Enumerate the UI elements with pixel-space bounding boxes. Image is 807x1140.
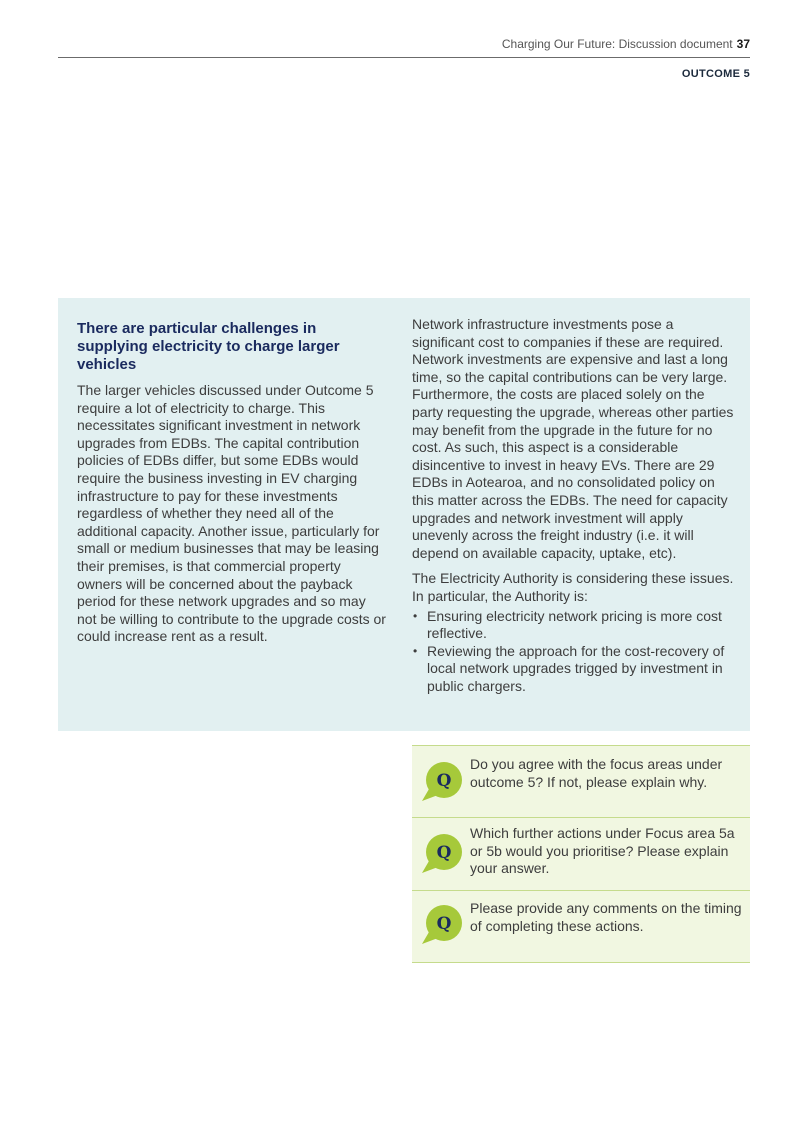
authority-bullet-list <box>412 608 737 696</box>
question-list <box>412 745 750 963</box>
question-text: Do you agree with the focus areas under outcome 5? If not, please explain why. <box>470 756 723 790</box>
right-paragraph-1: Network infrastructure investments pose a significant cost to companies if these are required. Network investments are expensive and last a long time, so the capital contributions can be very large. Furthermore, the costs are placed solely on the party requesting the upgrade, whereas other parties may benefit from the upgrade in the future for no cost. As such, this aspect is a considerable disincentive to invest in heavy EVs. There are 29 EDBs in Aotearoa, and no consolidated policy on this matter across the EDBs. The need for capacity upgrades and network investment will apply unevenly across the freight industry (i.e. it will depend on available capacity, uptake, etc). <box>412 316 734 561</box>
document-title-text: Charging Our Future: Discussion document <box>501 37 733 51</box>
right-paragraph-2: The Electricity Authority is considering these issues. In particular, the Authority is: <box>412 570 734 604</box>
section-label: OUTCOME 5 <box>681 68 750 80</box>
bullet-item: • Reviewing the approach for the cost-recovery of local network upgrades trigged by investment in public chargers. <box>412 643 737 696</box>
question-box <box>412 817 750 890</box>
question-text: Please provide any comments on the timing of completing these actions. <box>470 900 742 934</box>
question-box <box>412 745 750 817</box>
speech-bubble-q-icon <box>420 831 466 877</box>
speech-bubble-q-icon <box>420 759 466 805</box>
panel-heading: There are particular challenges in supplying electricity to charge larger vehicles <box>77 320 340 373</box>
q-letter: Q <box>436 771 452 791</box>
panel-left-column <box>77 320 387 654</box>
question-box <box>412 890 750 963</box>
bullet-item: • Ensuring electricity network pricing is more cost reflective. <box>412 608 737 643</box>
panel-right-column <box>412 316 737 695</box>
question-text: Which further actions under Focus area 5a or 5b would you prioritise? Please explain your answer. <box>470 825 735 877</box>
speech-bubble-q-icon <box>420 902 466 948</box>
q-letter: Q <box>436 914 452 934</box>
q-letter: Q <box>436 843 452 863</box>
document-title <box>502 37 750 51</box>
info-panel <box>58 298 750 731</box>
header-divider <box>58 57 750 58</box>
left-paragraph: The larger vehicles discussed under Outcome 5 require a lot of electricity to charge. This necessitates significant investment in network upgrades from EDBs. The capital contribution policies of EDBs differ, but some EDBs would require the business investing in EV charging infrastructure to pay for these investments regardless of whether they need all of the additional capacity. Another issue, particularly for small or medium businesses that may be leasing their premises, is that commercial property owners will be concerned about the payback period for these network upgrades and so may not be willing to contribute to the upgrade costs or could increase rent as a result. <box>77 382 386 645</box>
page-number: 37 <box>736 37 750 51</box>
